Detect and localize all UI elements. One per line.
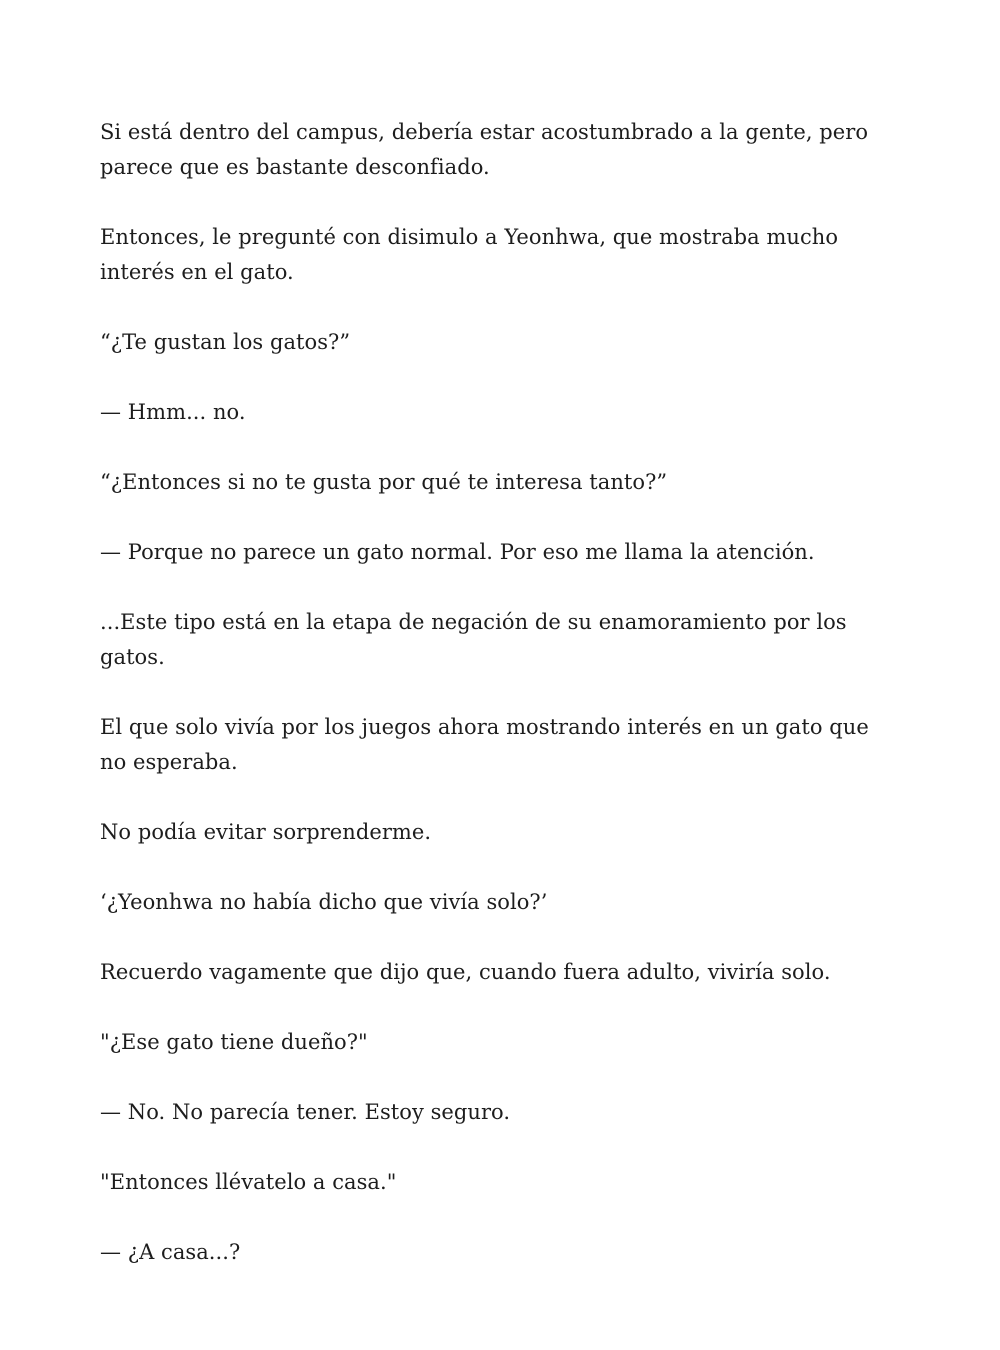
paragraph-7: ...Este tipo está en la etapa de negación de su enamoramiento por los gatos. — [100, 610, 847, 669]
paragraph-14: "Entonces llévatelo a casa." — [100, 1170, 397, 1194]
paragraph-4: — Hmm... no. — [100, 400, 246, 424]
paragraph-9: No podía evitar sorprenderme. — [100, 820, 432, 844]
paragraph-3: “¿Te gustan los gatos?” — [100, 330, 351, 354]
paragraph-1: Si está dentro del campus, debería estar acostumbrado a la gente, pero parece que es bastante desconfiado. — [100, 120, 869, 179]
paragraph-6: — Porque no parece un gato normal. Por eso me llama la atención. — [100, 540, 815, 564]
paragraph-2: Entonces, le pregunté con disimulo a Yeonhwa, que mostraba mucho interés en el gato. — [100, 225, 839, 284]
paragraph-10: ‘¿Yeonhwa no había dicho que vivía solo?’ — [100, 890, 548, 914]
paragraph-5: “¿Entonces si no te gusta por qué te interesa tanto?” — [100, 470, 668, 494]
story-text — [100, 115, 900, 1305]
paragraph-12: "¿Ese gato tiene dueño?" — [100, 1030, 368, 1054]
paragraph-15: — ¿A casa...? — [100, 1240, 241, 1264]
paragraph-11: Recuerdo vagamente que dijo que, cuando fuera adulto, viviría solo. — [100, 960, 831, 984]
paragraph-8: El que solo vivía por los juegos ahora mostrando interés en un gato que no esperaba. — [100, 715, 869, 774]
paragraph-13: — No. No parecía tener. Estoy seguro. — [100, 1100, 511, 1124]
